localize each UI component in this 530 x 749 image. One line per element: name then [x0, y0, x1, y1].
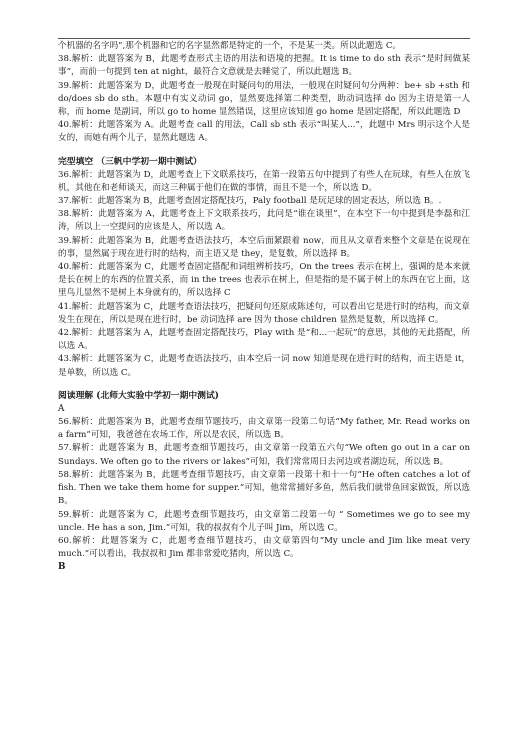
passage-letter-a: A [58, 403, 65, 414]
answer-paragraph: 42.解析：此题答案为 A，此题考查固定搭配技巧，Play with 是“和...一起玩”的意思，其他的无此搭配，所以选 A。 [58, 328, 470, 352]
answer-paragraph: 39.解析：此题答案为 B，此题考查语法技巧，本空后面紧跟着 now，而且从文章看来整个文章是在说现在的事，显然属于现在进行时的结构，而主语又是 they，是复数，所以选择 B。 [58, 235, 470, 259]
section-cloze-answers-end [58, 40, 470, 146]
answer-paragraph: 59.解析：此题答案为 C，此题考查细节题技巧，由文章第二段第一句 “ Sometimes we go to see my uncle. He has a son, Jim.”可知，我的叔叔有个儿子叫 Jim，所以选 C。 [58, 509, 470, 533]
answer-paragraph: 38.解析：此题答案为 B，此题考查形式主语的用法和语境的把握。It is time to do sth 表示“是时间做某事”，而前一句提到 ten at night，最符合文意就是去睡觉了，所以此题选 B。 [58, 54, 470, 78]
answer-paragraph: 38.解析：此题答案为 A，此题考查上下文联系技巧，此问是“谁在谈里”，在本空下一句中提到是李磊和江涛，所以上一空提问的应该是人，所以选 A。 [58, 209, 470, 233]
section-heading: 完型填空 （三帆中学初一期中测试） [58, 156, 202, 167]
answer-paragraph: 39.解析：此题答案为 D，此题考查一般现在时疑问句的用法，一般现在时疑问句分两种：be+ sb +sth 和 do/does sb do sth。本题中有实义动词 go，显然要选择第二种类型，助动词选择 do 因为主语是第一人称，而 home 是副词，所以 go to home 显然错误，这里应该知道 go home 是固定搭配，所以此题选 D [58, 80, 470, 118]
document-page [58, 40, 470, 575]
answer-paragraph: 43.解析：此题答案为 C，此题考查语法技巧，由本空后一词 now 知道是现在进行时的结构，而主语是 it，是单数，所以选 C。 [58, 354, 470, 378]
answer-paragraph: 个机器的名字吗”,那个机器和它的名字显然都是特定的一个，不是某一类。所以此题选 C。 [58, 41, 401, 51]
answer-paragraph: 57.解析：此题答案为 B，此题考查细节题技巧，由文章第一段第五六句“We often go out in a car on Sundays. We often go to the rivers or lakes”可知，我们常常周日去河边或者湖边玩，所以选 B。 [58, 443, 470, 467]
answer-paragraph: 40.解析：此题答案为 A。此题考查 call 的用法，Call sb sth 表示“叫某人...”，此题中 Mrs 明示这个人是女的，而她有两个儿子，显然此题选 A。 [58, 120, 470, 144]
answer-paragraph: 40.解析：此题答案为 C，此题考查固定搭配和词组辨析技巧，On the trees 表示在树上，强调的是本来就是长在树上的东西的位置关系，而 in the trees 也表示在树上，但是指的是不属于树上的东西在它上面，这里鸟儿显然不是树上本身就有的，所以选择 C [58, 262, 470, 299]
passage-letter-b: B [58, 562, 66, 573]
answer-paragraph: 56.解析：此题答案为 B，此题考查细节题技巧，由文章第一段第二句话“My father, Mr. Read works on a farm”可知，我爸爸在农场工作，所以是农民，所以选 B。 [58, 417, 470, 441]
answer-paragraph: 41.解析：此题答案为 C，此题考查语法技巧，把疑问句还原成陈述句，可以看出它是进行时的结构，而文章发生在现在，所以是现在进行时，be 动词选择 are 因为 those children 显然是复数，所以选择 C。 [58, 301, 470, 325]
answer-paragraph: 60.解析：此题答案为 C，此题考查细节题技巧，由文章第四句“My uncle and Jim like meat very much.”可以看出，我叔叔和 Jim 都非常爱吃猪肉，所以选 C。 [58, 535, 470, 560]
answer-paragraph: 37.解析：此题答案为 B，此题考查固定搭配技巧，Paly football 是玩足球的固定表达，所以选 B。. [58, 196, 442, 207]
header-rule [58, 38, 470, 39]
answer-paragraph: 36.解析：此题答案为 D，此题考查上下文联系技巧，在第一段第五句中提到了有些人在玩球，有些人在放飞机，其他在和老师谈天，而这三种属于他们在做的事情，而且不是一个，所以选 D。 [58, 169, 470, 193]
section-reading-comprehension [58, 389, 470, 575]
section-cloze-sanfan [58, 155, 470, 380]
answer-paragraph: 58.解析：此题答案为 B，此题考查细节题技巧，由文章第一段第十和十一句“He often catches a lot of fish. Then we take them home for supper.”可知，他常常捕好多鱼，然后我们就带鱼回家做饭，所以选 B。 [58, 469, 470, 507]
section-heading: 阅读理解 (北师大实验中学初一期中测试) [58, 390, 219, 401]
